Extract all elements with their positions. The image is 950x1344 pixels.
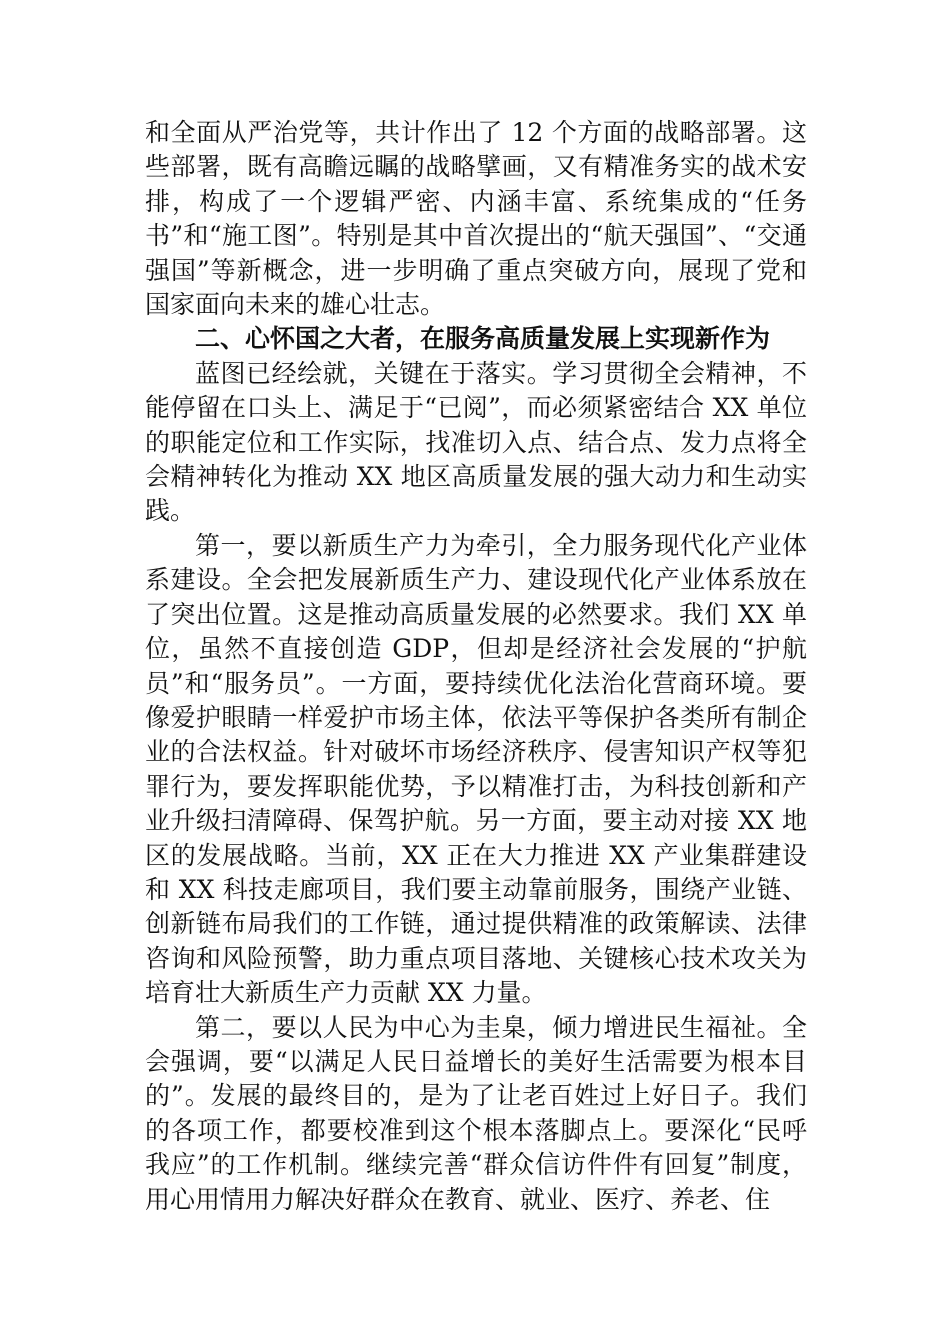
paragraph-strategic-deployment: 和全面从严治党等，共计作出了 12 个方面的战略部署。这些部署，既有高瞻远瞩的战略擘画，又有精准务实的战术安排，构成了一个逻辑严密、内涵丰富、系统集成的“任务书”和“施工图”。特别是其中首次提出的“航天强国”、“交通强国”等新概念，进一步明确了重点突破方向，展现了党和国家面向未来的雄心壮志。 xyxy=(145,118,807,320)
paragraph-first-point: 第一，要以新质生产力为牵引，全力服务现代化产业体系建设。全会把发展新质生产力、建设现代化产业体系放在了突出位置。这是推动高质量发展的必然要求。我们 XX 单位，虽然不直接创造 GDP，但却是经济社会发展的“护航员”和“服务员”。一方面，要持续优化法治化营商环境。要像爱护眼睛一样爱护市场主体，依法平等保护各类所有制企业的合法权益。针对破坏市场经济秩序、侵害知识产权等犯罪行为，要发挥职能优势，予以精准打击，为科技创新和产业升级扫清障碍、保驾护航。另一方面，要主动对接 XX 地区的发展战略。当前，XX 正在大力推进 XX 产业集群建设和 XX 科技走廊项目，我们要主动靠前服务，围绕产业链、创新链布局我们的工作链，通过提供精准的政策解读、法律咨询和风险预警，助力重点项目落地、关键核心技术攻关为培育壮大新质生产力贡献 XX 力量。 xyxy=(145,530,807,1008)
paragraph-second-point: 第二，要以人民为中心为圭臬，倾力增进民生福祉。全会强调，要“以满足人民日益增长的美好生活需要为根本目的”。发展的最终目的，是为了让老百姓过上好日子。我们的各项工作，都要校准到这个根本落脚点上。要深化“民呼我应”的工作机制。继续完善“群众信访件件有回复”制度，用心用情用力解决好群众在教育、就业、医疗、养老、住 xyxy=(145,1012,807,1214)
document-body xyxy=(145,116,807,1217)
paragraph-implementation: 蓝图已经绘就，关键在于落实。学习贯彻全会精神，不能停留在口头上、满足于“已阅”，而必须紧密结合 XX 单位的职能定位和工作实际，找准切入点、结合点、发力点将全会精神转化为推动 XX 地区高质量发展的强大动力和生动实践。 xyxy=(145,358,807,526)
section-heading-2: 二、心怀国之大者，在服务高质量发展上实现新作为 xyxy=(195,324,771,354)
